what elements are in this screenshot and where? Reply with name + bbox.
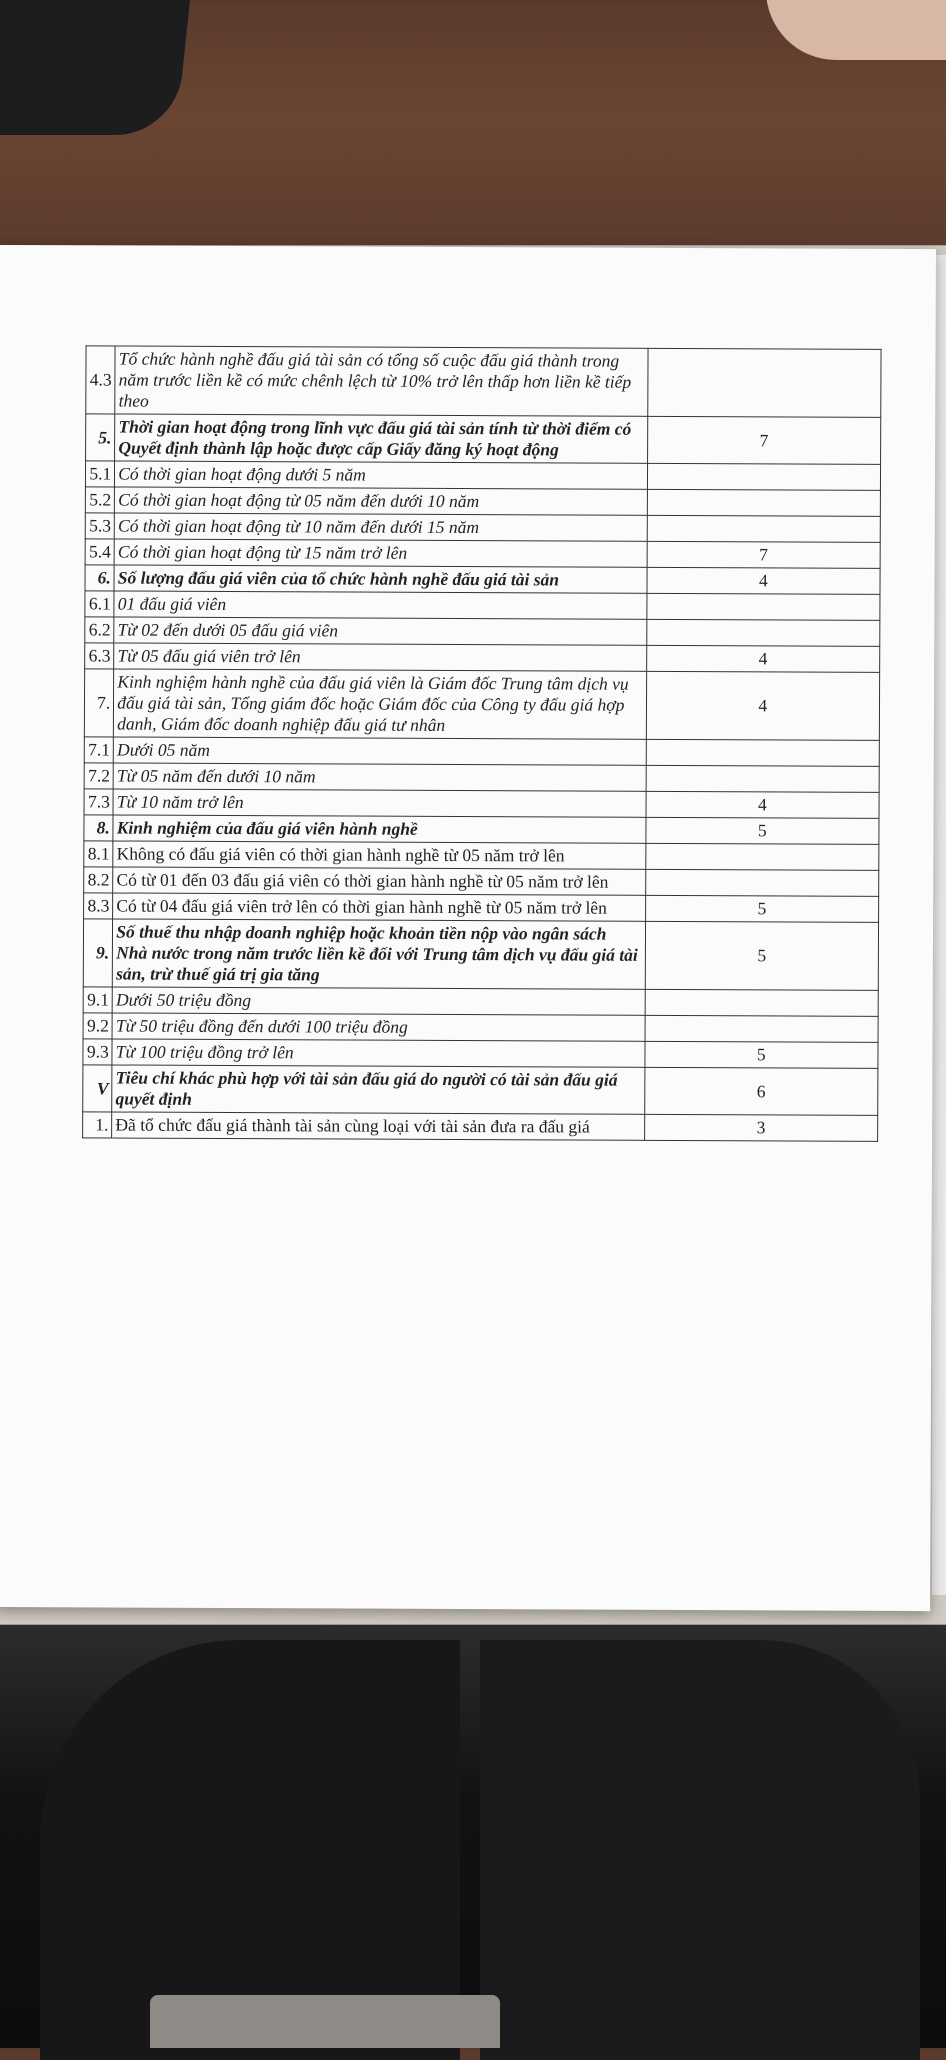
row-criterion: Từ 100 triệu đồng trở lên: [112, 1039, 644, 1067]
table-row: [85, 539, 880, 568]
table-row: [84, 789, 879, 818]
row-number: 1.: [83, 1112, 112, 1138]
belt-buckle: [150, 1995, 500, 2048]
row-criterion: Có thời gian hoạt động từ 15 năm trở lên: [114, 539, 646, 567]
table-row: [84, 669, 879, 740]
table-row: [83, 919, 878, 990]
row-score: [645, 843, 878, 870]
row-criterion: Thời gian hoạt động trong lĩnh vực đấu giá tài sản tính từ thời điểm có Quyết định thành lập hoặc được cấp Giấy đăng ký hoạt động: [115, 414, 648, 463]
table-row: [84, 815, 879, 844]
background-hand: [766, 0, 946, 60]
row-score: 5: [645, 921, 879, 990]
row-score: 5: [645, 1041, 878, 1068]
row-score: 5: [646, 817, 879, 844]
criteria-table: [82, 345, 881, 1141]
row-score: [647, 463, 880, 490]
row-number: 8.3: [84, 893, 113, 919]
row-score: 7: [647, 541, 880, 568]
row-score: [647, 489, 880, 516]
table-row: [84, 841, 879, 870]
row-score: [645, 989, 878, 1016]
row-number: 6.3: [85, 643, 114, 669]
row-criterion: 01 đấu giá viên: [114, 591, 646, 619]
row-score: 4: [646, 645, 879, 672]
table-row: [84, 737, 879, 766]
row-number: 9.2: [83, 1013, 112, 1039]
row-score: 4: [646, 791, 879, 818]
row-number: 7.3: [84, 789, 113, 815]
row-score: [646, 593, 879, 620]
row-score: [645, 1015, 878, 1042]
row-criterion: Có từ 01 đến 03 đấu giá viên có thời gian hành nghề từ 05 năm trở lên: [113, 867, 645, 895]
row-criterion: Tiêu chí khác phù hợp với tài sản đấu giá do người có tài sản đấu giá quyết định: [112, 1065, 645, 1114]
row-criterion: Dưới 50 triệu đồng: [112, 987, 644, 1015]
row-criterion: Từ 10 năm trở lên: [113, 789, 645, 817]
row-score: [646, 619, 879, 646]
row-score: [646, 765, 879, 792]
row-criterion: Từ 05 đấu giá viên trở lên: [114, 643, 646, 671]
table-row: [83, 1039, 878, 1068]
right-leg: [480, 1640, 920, 2060]
row-number: 7.1: [84, 737, 113, 763]
row-criterion: Từ 05 năm đến dưới 10 năm: [113, 763, 645, 791]
row-score: 7: [647, 416, 881, 464]
row-number: 8.: [84, 815, 113, 841]
row-number: 7.2: [84, 763, 113, 789]
row-score: [645, 869, 878, 896]
row-score: [647, 515, 880, 542]
row-score: [647, 348, 881, 417]
row-number: 9.: [83, 919, 113, 987]
row-number: 5.4: [85, 539, 114, 565]
row-number: 8.1: [84, 841, 113, 867]
table-row: [85, 643, 880, 672]
row-number: 8.2: [84, 867, 113, 893]
row-criterion: Tổ chức hành nghề đấu giá tài sản có tổng số cuộc đấu giá thành trong năm trước liền kề có mức chênh lệch từ 10% trở lên thấp hơn liền kề tiếp theo: [115, 346, 648, 416]
criteria-table-body: [83, 346, 881, 1141]
row-criterion: Kinh nghiệm của đấu giá viên hành nghề: [113, 815, 645, 843]
row-criterion: Từ 50 triệu đồng đến dưới 100 triệu đồng: [112, 1013, 644, 1041]
table-row: [83, 1065, 878, 1115]
row-number: 5.1: [85, 461, 114, 487]
row-criterion: Kinh nghiệm hành nghề của đấu giá viên là Giám đốc Trung tâm dịch vụ đấu giá tài sản, Tổng giám đốc hoặc Giám đốc của Công ty đấu giá hợp danh, Giám đốc doanh nghiệp đấu giá tư nhân: [114, 669, 647, 739]
row-criterion: Số lượng đấu giá viên của tổ chức hành nghề đấu giá tài sản: [114, 565, 646, 593]
row-criterion: Có thời gian hoạt động từ 10 năm đến dưới 15 năm: [114, 513, 646, 541]
document-page: [0, 245, 936, 1611]
table-row: [85, 591, 880, 620]
table-row: [85, 513, 880, 542]
table-row: [84, 763, 879, 792]
table-row: [85, 487, 880, 516]
table-row: [83, 987, 878, 1016]
table-row: [84, 867, 879, 896]
row-criterion: Từ 02 đến dưới 05 đấu giá viên: [114, 617, 646, 645]
table-row: [86, 414, 881, 464]
row-criterion: Có thời gian hoạt động dưới 5 năm: [115, 461, 647, 489]
row-number: 6.: [85, 565, 114, 591]
row-number: 5.3: [85, 513, 114, 539]
row-criterion: Dưới 05 năm: [114, 737, 646, 765]
row-number: 5.: [86, 414, 115, 461]
row-score: 6: [644, 1067, 878, 1115]
table-row: [85, 565, 880, 594]
background-bag: [0, 0, 190, 135]
row-number: 9.1: [83, 987, 112, 1013]
row-criterion: Số thuế thu nhập doanh nghiệp hoặc khoản tiền nộp vào ngân sách Nhà nước trong năm trước liền kề đối với Trung tâm dịch vụ đấu giá tài sản, trừ thuế giá trị gia tăng: [113, 919, 646, 989]
row-score: [646, 739, 879, 766]
row-score: 3: [644, 1114, 877, 1141]
row-number: 9.3: [83, 1039, 112, 1065]
table-row: [83, 1013, 878, 1042]
row-number: 6.2: [85, 617, 114, 643]
table-row: [86, 346, 881, 417]
row-score: 4: [647, 567, 880, 594]
row-score: 5: [645, 895, 878, 922]
row-criterion: Không có đấu giá viên có thời gian hành nghề từ 05 năm trở lên: [113, 841, 645, 869]
row-criterion: Đã tổ chức đấu giá thành tài sản cùng loại với tài sản đưa ra đấu giá: [112, 1112, 644, 1140]
row-score: 4: [646, 671, 880, 740]
row-criterion: Có thời gian hoạt động từ 05 năm đến dưới 10 năm: [115, 487, 647, 515]
table-row: [84, 893, 879, 922]
table-row: [85, 617, 880, 646]
row-number: 5.2: [85, 487, 114, 513]
table-row: [85, 461, 880, 490]
row-number: V: [83, 1065, 112, 1112]
row-number: 6.1: [85, 591, 114, 617]
table-row: [83, 1112, 878, 1141]
row-criterion: Có từ 04 đấu giá viên trở lên có thời gian hành nghề từ 05 năm trở lên: [113, 893, 645, 921]
row-number: 4.3: [86, 346, 116, 414]
row-number: 7.: [84, 669, 114, 737]
